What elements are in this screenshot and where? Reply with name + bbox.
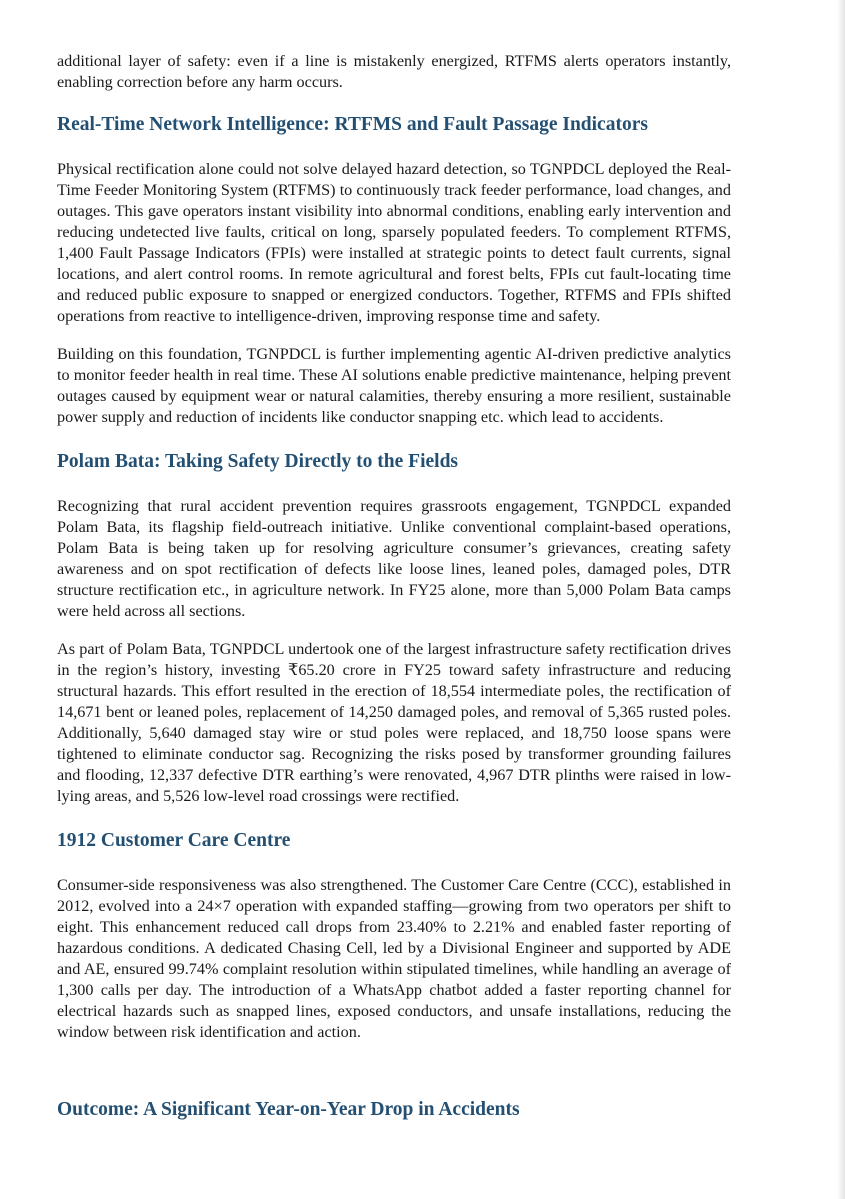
polam-bata-paragraph-1: Recognizing that rural accident prevention requires grassroots engagement, TGNPDCL expanded Polam Bata, its flagship field-outreach initiative. Unlike conventional complaint-based operations, Polam Bata is being taken up for resolving agriculture consumer’s grievances, creating safety awareness and on spot rectification of defects like loose lines, leaned poles, damaged poles, DTR structure rectification etc., in agriculture network. In FY25 alone, more than 5,000 Polam Bata camps were held across all sections. (57, 497, 731, 620)
page-edge-shadow (837, 0, 845, 1199)
rtfms-paragraph-2: Building on this foundation, TGNPDCL is further implementing agentic AI-driven predictive analytics to monitor feeder health in real time. These AI solutions enable predictive maintenance, helping prevent outages caused by equipment wear or natural calamities, thereby ensuring a more resilient, sustainable power supply and reduction of incidents like conductor snapping etc. which lead to accidents. (57, 345, 731, 426)
customer-care-paragraph: Consumer-side responsiveness was also strengthened. The Customer Care Centre (CCC), established in 2012, evolved into a 24×7 operation with expanded staffing—growing from two operators per shift to eight. This enhancement reduced call drops from 23.40% to 2.21% and enabled faster reporting of hazardous conditions. A dedicated Chasing Cell, led by a Divisional Engineer and supported by ADE and AE, ensured 99.74% complaint resolution within stipulated timelines, while handling an average of 1,300 calls per day. The introduction of a WhatsApp chatbot added a faster reporting channel for electrical hazards such as snapped lines, exposed conductors, and unsafe installations, reducing the window between risk identification and action. (57, 876, 731, 1041)
polam-bata-paragraph-2: As part of Polam Bata, TGNPDCL undertook one of the largest infrastructure safety rectification drives in the region’s history, investing ₹65.20 crore in FY25 toward safety infrastructure and reducing structural hazards. This effort resulted in the erection of 18,554 intermediate poles, the rectification of 14,671 bent or leaned poles, replacement of 14,250 damaged poles, and removal of 5,365 rusted poles. Additionally, 5,640 damaged stay wire or stud poles were replaced, and 18,750 loose spans were tightened to eliminate conductor sag. Recognizing the risks posed by transformer grounding failures and flooding, 12,337 defective DTR earthing’s were renovated, 4,967 DTR plinths were raised in low-lying areas, and 5,526 low-level road crossings were rectified. (57, 640, 731, 805)
rtfms-paragraph-1: Physical rectification alone could not solve delayed hazard detection, so TGNPDCL deployed the Real-Time Feeder Monitoring System (RTFMS) to continuously track feeder performance, load changes, and outages. This gave operators instant visibility into abnormal conditions, enabling early intervention and reducing undetected live faults, critical on long, sparsely populated feeders. To complement RTFMS, 1,400 Fault Passage Indicators (FPIs) were installed at strategic points to detect fault currents, signal locations, and alert control rooms. In remote agricultural and forest belts, FPIs cut fault-locating time and reduced public exposure to snapped or energized conductors. Together, RTFMS and FPIs shifted operations from reactive to intelligence-driven, improving response time and safety. (57, 160, 731, 325)
section-heading-rtfms: Real-Time Network Intelligence: RTFMS and Fault Passage Indicators (57, 114, 648, 135)
document-page (57, 51, 731, 1122)
section-heading-polam-bata: Polam Bata: Taking Safety Directly to the Fields (57, 451, 458, 472)
section-heading-outcome: Outcome: A Significant Year-on-Year Drop in Accidents (57, 1099, 520, 1120)
intro-continuation-paragraph: additional layer of safety: even if a line is mistakenly energized, RTFMS alerts operators instantly, enabling correction before any harm occurs. (57, 52, 731, 91)
section-heading-customer-care: 1912 Customer Care Centre (57, 830, 291, 851)
